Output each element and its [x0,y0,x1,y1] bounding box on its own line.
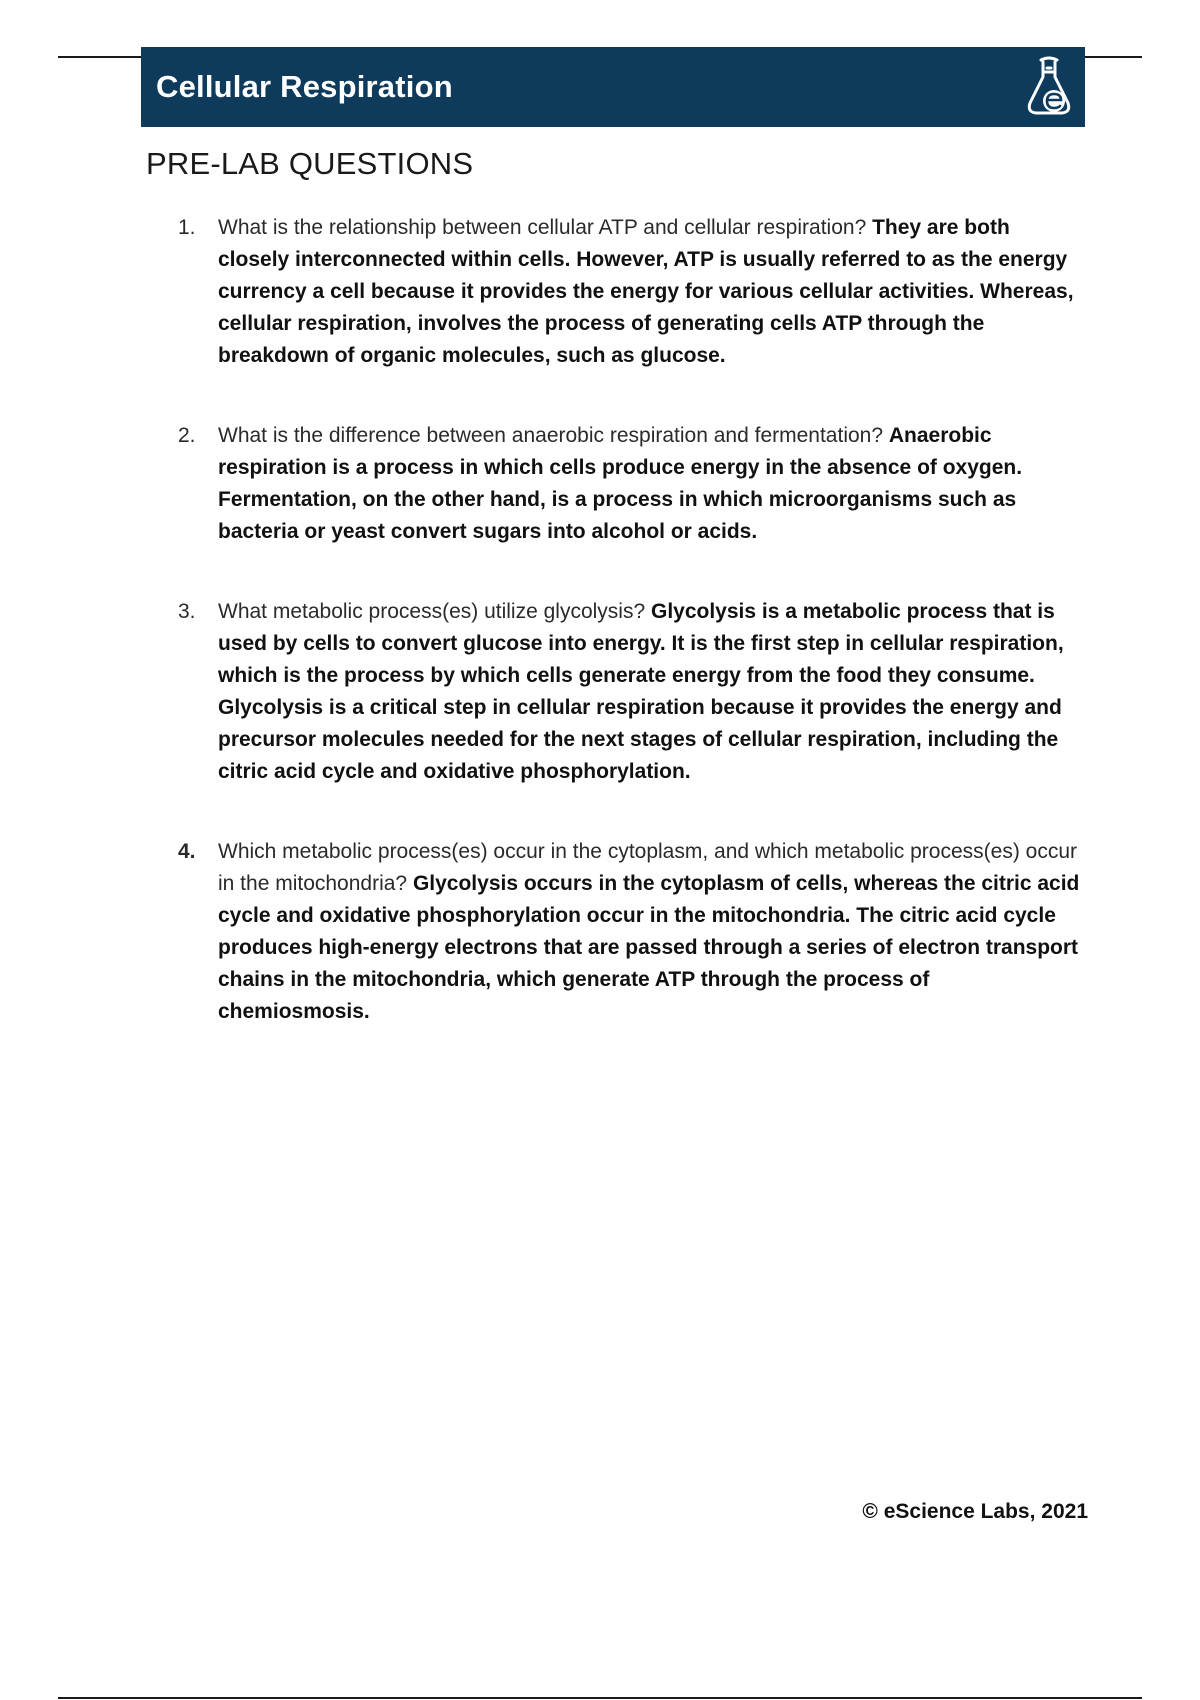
footer-rule [58,1697,1142,1699]
question-item [178,596,1083,788]
question-item [178,212,1083,372]
question-text: What is the difference between anaerobic respiration and fermentation? [218,424,889,447]
section-heading: PRE-LAB QUESTIONS [146,146,474,181]
header-bar [141,47,1085,127]
question-number: 1. [178,216,196,239]
answer-text: Glycolysis occurs in the cytoplasm of cells, whereas the citric acid cycle and oxidative phosphorylation occur in the mitochondria. The citric acid cycle produces high-energy electrons that are passed through a series of electron transport chains in the mitochondria, which generate ATP through the process of chemiosmosis. [218,872,1080,1023]
document-title: Cellular Respiration [156,69,453,104]
question-item [178,420,1083,548]
question-number: 4. [178,840,196,863]
copyright-notice: © eScience Labs, 2021 [862,1500,1088,1523]
answer-text: Glycolysis is a metabolic process that is used by cells to convert glucose into energy. It is the first step in cellular respiration, which is the process by which cells generate energy from the food they consume. Glycolysis is a critical step in cellular respiration because it provides the energy and precursor molecules needed for the next stages of cellular respiration, including the citric acid cycle and oxidative phosphorylation. [218,600,1064,783]
question-text: What metabolic process(es) utilize glycolysis? [218,600,651,623]
question-item [178,836,1083,1028]
question-text: What is the relationship between cellular ATP and cellular respiration? [218,216,873,239]
flask-e-logo-icon [1023,55,1075,119]
question-list [178,212,1083,1028]
answer-text: They are both closely interconnected within cells. However, ATP is usually referred to as the energy currency a cell because it provides the energy for various cellular activities. Whereas, cellular respiration, involves the process of generating cells ATP through the breakdown of organic molecules, such as glucose. [218,216,1074,367]
question-text: Which metabolic process(es) occur in the cytoplasm, and which metabolic process(es) occur in the mitochondria? [218,840,1078,895]
answer-text: Anaerobic respiration is a process in which cells produce energy in the absence of oxygen. Fermentation, on the other hand, is a process in which microorganisms such as bacteria or yeast convert sugars into alcohol or acids. [218,424,1023,543]
question-number: 2. [178,424,196,447]
question-number: 3. [178,600,196,623]
